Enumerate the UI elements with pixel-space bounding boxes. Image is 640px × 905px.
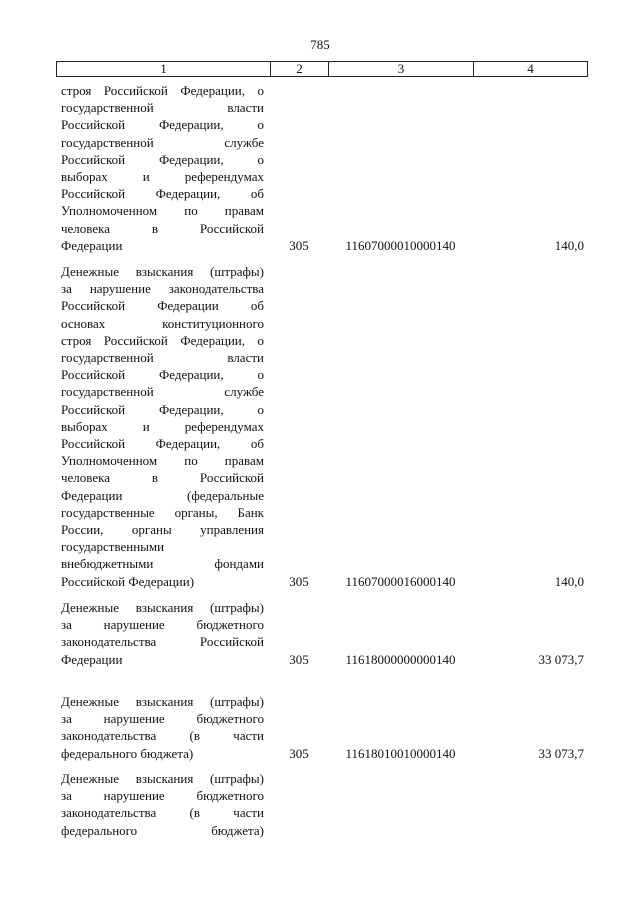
- description-line: внебюджетными фондами: [61, 556, 264, 572]
- description-line: Денежные взыскания (штрафы): [61, 264, 264, 279]
- description-line: России, органы управления: [61, 522, 264, 538]
- budget-code: 11618000000000140: [345, 651, 456, 667]
- description-line: Российской Федерации, об: [61, 436, 264, 452]
- description-line: строя Российской Федерации, о: [61, 332, 264, 348]
- description-line: Российской Федерации об: [61, 298, 264, 314]
- description-line: за нарушение бюджетного: [61, 788, 264, 804]
- description-line: Российской Федерации, о: [61, 401, 264, 417]
- description-line: Федерации: [61, 651, 123, 667]
- header-col-1: 1: [57, 62, 271, 76]
- description-line: Уполномоченном по правам: [61, 453, 264, 469]
- description-line: Российской Федерации, о: [61, 367, 264, 383]
- description-line: государственной службе: [61, 384, 264, 400]
- description-line: за нарушение законодательства: [61, 281, 264, 297]
- budget-code: 11607000016000140: [345, 573, 456, 589]
- description-line: строя Российской Федерации, о: [61, 83, 264, 98]
- description-line: Российской Федерации, о: [61, 117, 264, 133]
- page-number: 785: [310, 37, 330, 52]
- admin-code: 305: [289, 573, 309, 589]
- description-line: государственной власти: [61, 100, 264, 116]
- admin-code: 305: [289, 237, 309, 253]
- description-line: Российской Федерации, об: [61, 186, 264, 202]
- row-description: [61, 82, 264, 254]
- row-description: [61, 770, 264, 839]
- row-description: [61, 693, 264, 762]
- row-description: [61, 599, 264, 668]
- description-line: человека в Российской: [61, 470, 264, 486]
- description-line: федерального бюджета): [61, 745, 194, 761]
- description-line: выборах и референдумах: [61, 169, 264, 185]
- description-line: законодательства (в части: [61, 805, 264, 821]
- admin-code: 305: [289, 745, 309, 761]
- row-description: [61, 263, 264, 590]
- table-header: [56, 61, 588, 77]
- amount: 140,0: [554, 573, 584, 589]
- admin-code: 305: [289, 651, 309, 667]
- description-line: Российской Федерации, о: [61, 151, 264, 167]
- description-line: за нарушение бюджетного: [61, 617, 264, 633]
- description-line: Денежные взыскания (штрафы): [61, 694, 264, 709]
- description-line: государственные органы, Банк: [61, 504, 264, 520]
- description-line: Уполномоченном по правам: [61, 203, 264, 219]
- description-line: Федерации: [61, 237, 123, 253]
- description-line: основах конституционного: [61, 315, 264, 331]
- description-line: законодательства Российской: [61, 634, 264, 650]
- budget-code: 11618010010000140: [345, 745, 456, 761]
- amount: 33 073,7: [538, 651, 584, 667]
- description-line: государственной службе: [61, 134, 264, 150]
- description-line: за нарушение бюджетного: [61, 711, 264, 727]
- description-line: Российской Федерации): [61, 573, 195, 589]
- description-line: Денежные взыскания (штрафы): [61, 600, 264, 615]
- description-line: государственной власти: [61, 350, 264, 366]
- description-line: выборах и референдумах: [61, 418, 264, 434]
- header-col-3: 3: [329, 62, 474, 76]
- description-line: федерального бюджета): [61, 822, 264, 838]
- description-line: человека в Российской: [61, 220, 264, 236]
- header-col-4: 4: [527, 61, 534, 76]
- amount: 33 073,7: [538, 745, 584, 761]
- header-col-2: 2: [271, 62, 329, 76]
- description-line: Денежные взыскания (штрафы): [61, 771, 264, 786]
- description-line: государственными: [61, 539, 165, 555]
- budget-code: 11607000010000140: [345, 237, 456, 253]
- description-line: Федерации (федеральные: [61, 487, 264, 503]
- amount: 140,0: [554, 237, 584, 253]
- description-line: законодательства (в части: [61, 728, 264, 744]
